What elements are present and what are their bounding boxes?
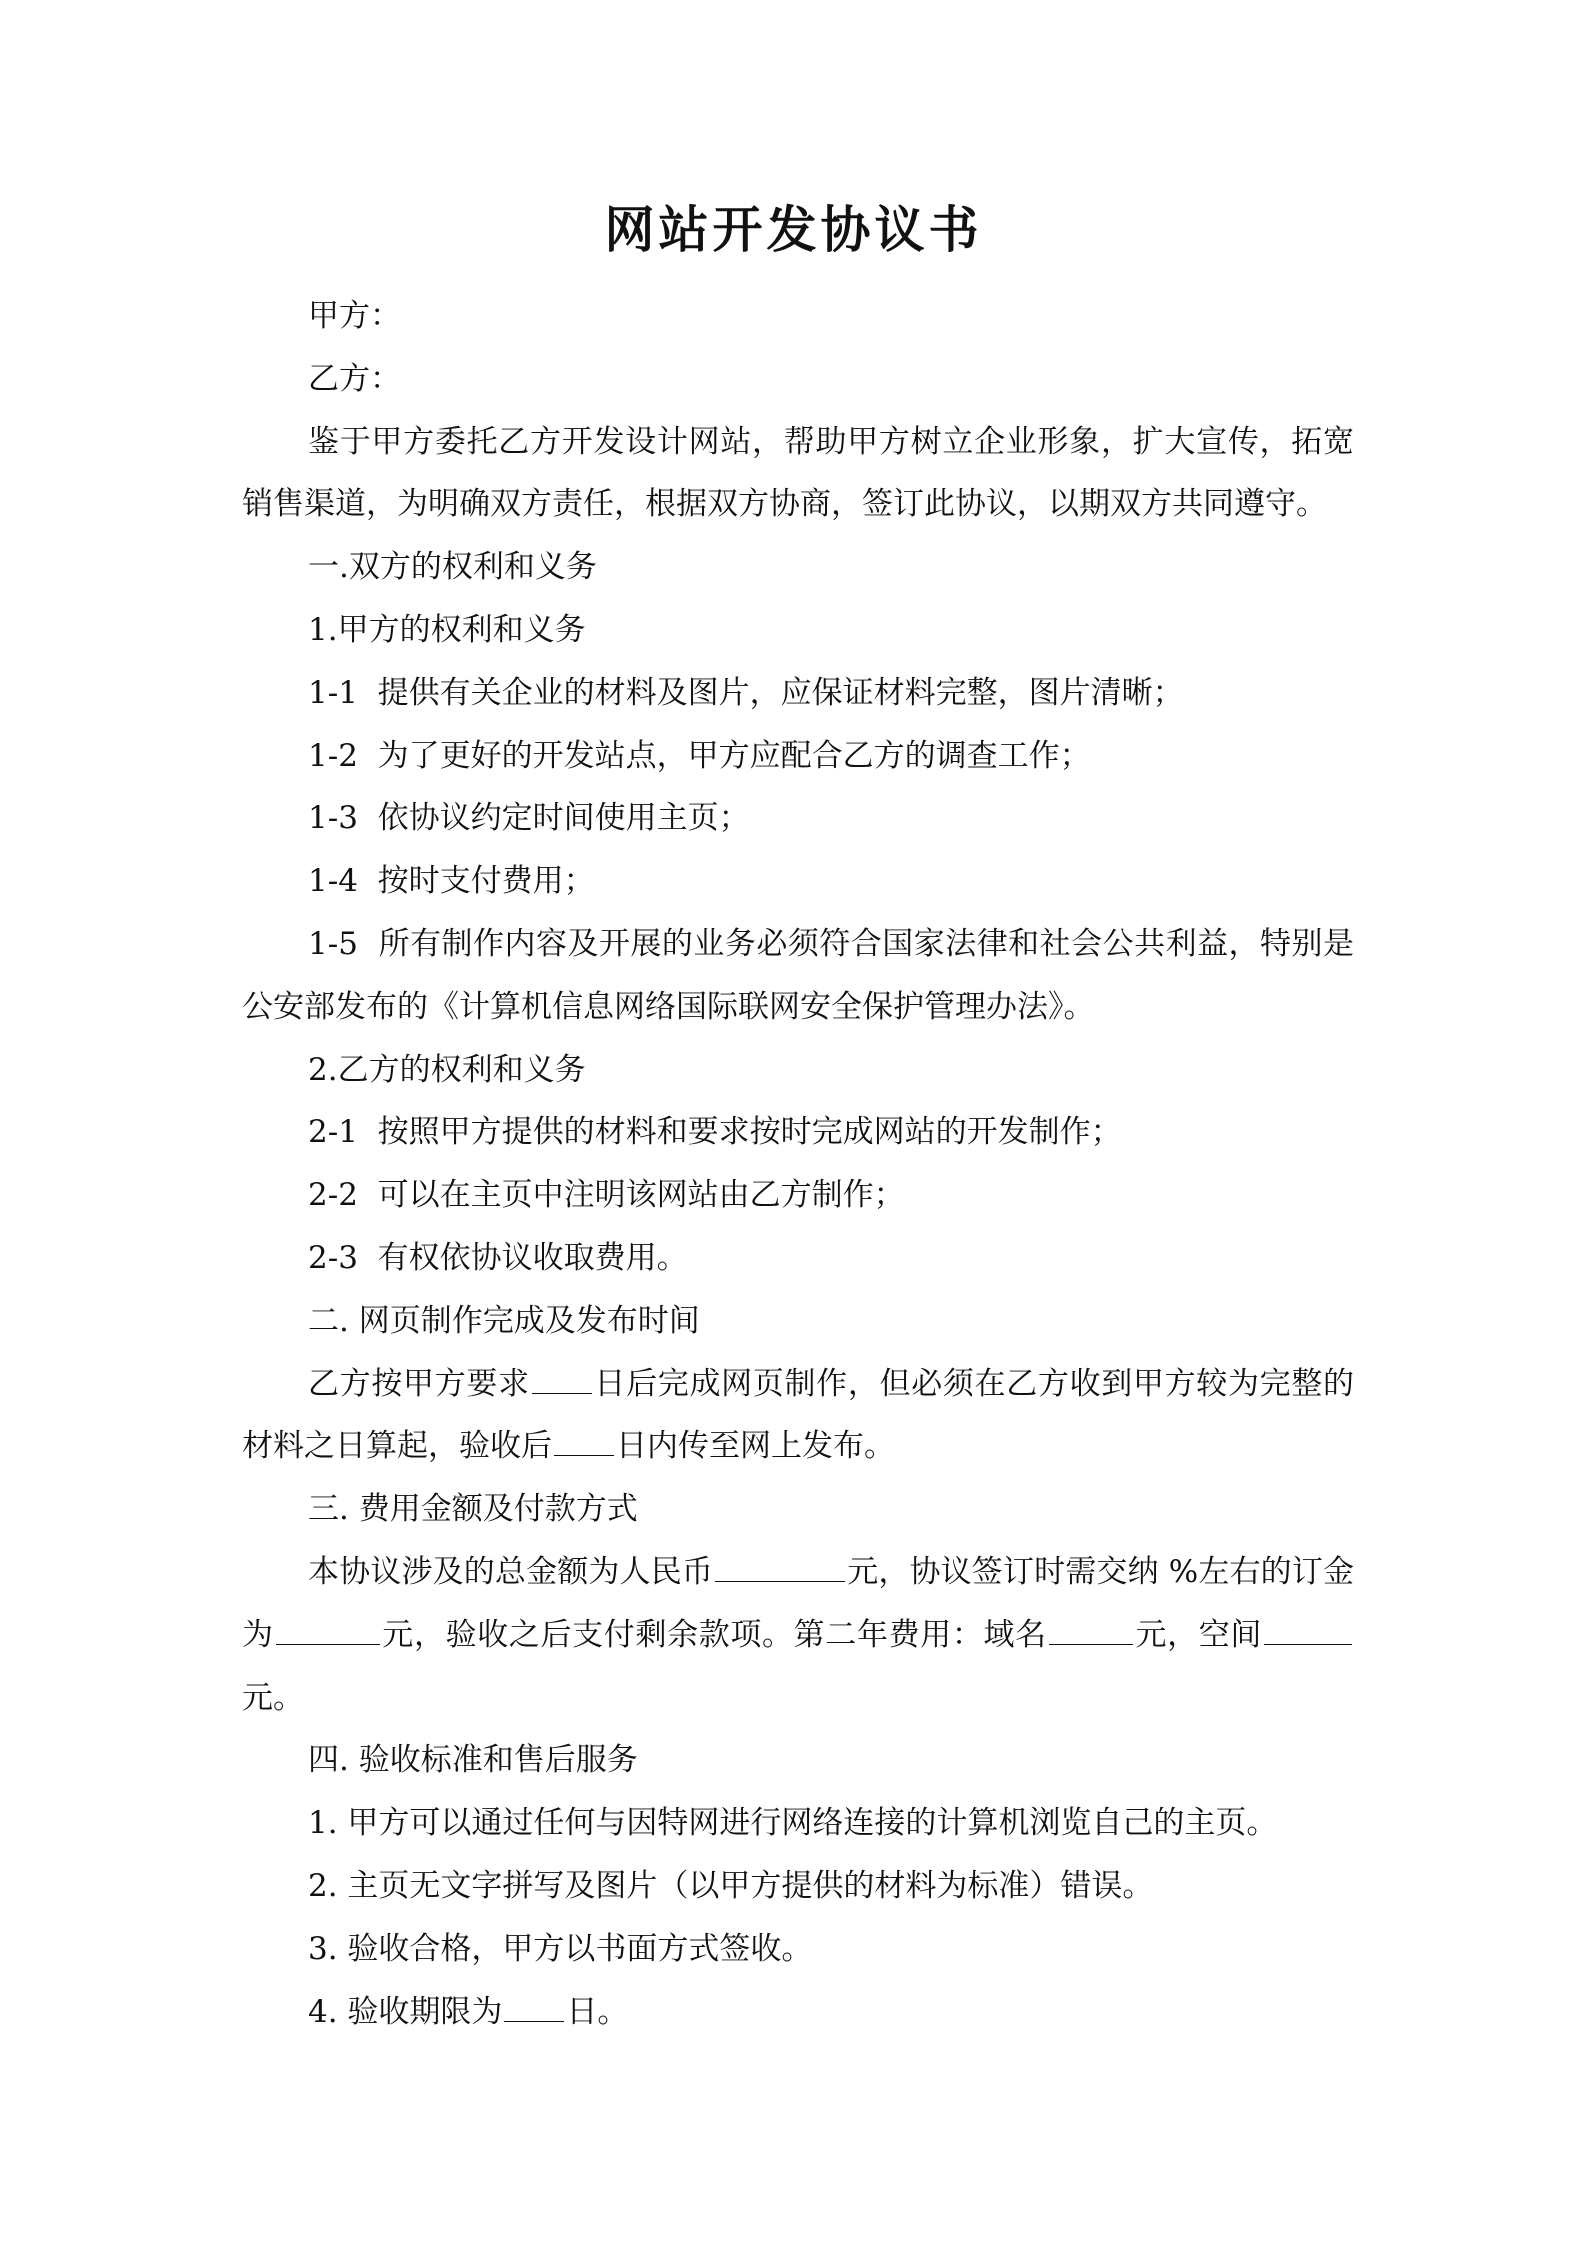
section-4-item-4 bbox=[242, 1981, 1354, 2044]
total-amount-blank[interactable] bbox=[715, 1555, 845, 1582]
document-body bbox=[242, 285, 1354, 2043]
party-a-item-2: 1-2 为了更好的开发站点，甲方应配合乙方的调查工作； bbox=[308, 737, 1091, 774]
section-2-text-3: 日内传至网上发布。 bbox=[616, 1428, 895, 1465]
section-2-heading: 二. 网页制作完成及发布时间 bbox=[308, 1302, 700, 1339]
section-2-paragraph bbox=[242, 1353, 1354, 1479]
party-a-item-4: 1-4 按时支付费用； bbox=[308, 863, 595, 900]
hosting-fee-blank[interactable] bbox=[1264, 1618, 1352, 1645]
party-a-item-1: 1-1 提供有关企业的材料及图片，应保证材料完整，图片清晰； bbox=[308, 674, 1184, 711]
domain-fee-blank[interactable] bbox=[1049, 1618, 1133, 1645]
section-3-text-1: 本协议涉及的总金额为人民币 bbox=[308, 1553, 714, 1590]
section-4-item-1: 1. 甲方可以通过任何与因特网进行网络连接的计算机浏览自己的主页。 bbox=[308, 1805, 1278, 1842]
section-3-text-2: 元，协议签订时需交纳 %左右的订金为 bbox=[242, 1553, 1354, 1653]
party-b-item-3: 2-3 有权依协议收取费用。 bbox=[308, 1239, 688, 1276]
section-2-text-2: 日后完成网页制作，但必须在乙方收到甲方较为完整的材料之日算起，验收后 bbox=[242, 1365, 1355, 1465]
party-b-item-2: 2-2 可以在主页中注明该网站由乙方制作； bbox=[308, 1177, 905, 1214]
party-a-rights-heading: 1.甲方的权利和义务 bbox=[308, 611, 586, 648]
party-a-item-3: 1-3 依协议约定时间使用主页； bbox=[308, 800, 750, 837]
party-a-line: 甲方： bbox=[308, 298, 401, 334]
days-complete-blank[interactable] bbox=[532, 1367, 592, 1394]
party-a-item-5: 1-5 所有制作内容及开展的业务必须符合国家法律和社会公共利益，特别是公安部发布的《计算机信息网络国际联网安全保护管理办法》。 bbox=[242, 925, 1354, 1025]
section-4-heading: 四. 验收标准和售后服务 bbox=[308, 1742, 638, 1779]
days-publish-blank[interactable] bbox=[554, 1429, 614, 1456]
section-1-heading: 一.双方的权利和义务 bbox=[308, 549, 597, 586]
section-3-paragraph bbox=[242, 1541, 1354, 1729]
section-3-text-3: 元，验收之后支付剩余款项。第二年费用：域名 bbox=[381, 1616, 1047, 1653]
section-4-item-4-text-1: 4. 验收期限为 bbox=[308, 1993, 503, 2030]
section-4-item-4-text-2: 日。 bbox=[566, 1993, 629, 2030]
acceptance-period-blank[interactable] bbox=[504, 1995, 564, 2022]
document-title: 网站开发协议书 bbox=[604, 200, 983, 259]
intro-paragraph: 鉴于甲方委托乙方开发设计网站，帮助甲方树立企业形象，扩大宣传，拓宽销售渠道，为明确双方责任，根据双方协商，签订此协议，以期双方共同遵守。 bbox=[242, 423, 1354, 523]
section-4-item-2: 2. 主页无文字拼写及图片（以甲方提供的材料为标准）错误。 bbox=[308, 1867, 1154, 1904]
section-3-text-5: 元。 bbox=[242, 1679, 304, 1716]
section-3-text-4: 元，空间 bbox=[1134, 1616, 1263, 1653]
party-b-item-1: 2-1 按照甲方提供的材料和要求按时完成网站的开发制作； bbox=[308, 1114, 1122, 1151]
deposit-amount-blank[interactable] bbox=[276, 1618, 380, 1645]
party-b-line: 乙方： bbox=[308, 360, 401, 397]
party-b-rights-heading: 2.乙方的权利和义务 bbox=[308, 1051, 586, 1088]
section-3-heading: 三. 费用金额及付款方式 bbox=[308, 1491, 638, 1528]
section-2-text-1: 乙方按甲方要求 bbox=[308, 1365, 530, 1402]
section-4-item-3: 3. 验收合格，甲方以书面方式签收。 bbox=[308, 1930, 813, 1967]
